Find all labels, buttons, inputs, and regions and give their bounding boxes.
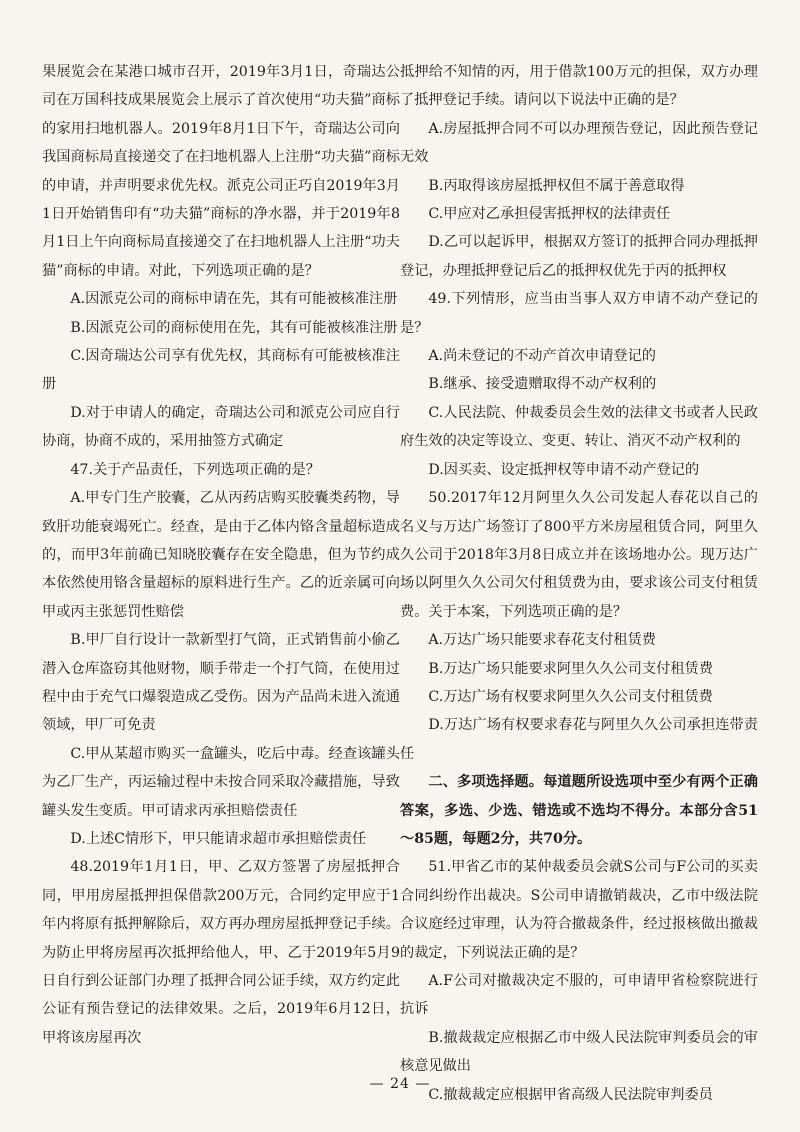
paragraph: 51.甲省乙市的某仲裁委员会就S公司与F公司的买卖合同纠纷作出裁决。S公司申请撤销裁决，乙市中级法院合议庭经过审理，认为符合撤裁条件，经过报核做出撤裁的裁定，下列说法正确的是？ (400, 859, 758, 961)
left-text-column (42, 58, 400, 1052)
paragraph: A.甲专门生产胶囊，乙从丙药店购买胶囊类药物，导致肝功能衰竭死亡。经查，是由于乙体内铬含量超标造成的，而甲3年前确已知晓胶囊存在安全隐患，但为节约成本依然使用铬含量超标的原料进行生产。乙的近亲属可向甲或丙主张惩罚性赔偿 (42, 490, 400, 620)
paragraph: 50.2017年12月阿里久久公司发起人春花以自己的名义与万达广场签订了800平方米房屋租赁合同，阿里久久公司于2018年3月8日成立并在该场地办公。现万达广场以阿里久久公司欠付租赁费为由，要求该公司支付租赁费。关于本案，下列选项正确的是？ (400, 490, 758, 620)
paragraph: B.甲厂自行设计一款新型打气筒，正式销售前小偷乙潜入仓库盗窃其他财物，顺手带走一个打气筒，在使用过程中由于充气口爆裂造成乙受伤。因为产品尚未进入流通领域，甲厂可免责 (42, 632, 400, 734)
paragraph: 抵押给不知情的丙，用于借款100万元的担保，双方办理了抵押登记手续。请问以下说法中正确的是？ (400, 64, 758, 109)
paragraph: D.万达广场有权要求春花与阿里久久公司承担连带责任 (400, 717, 758, 762)
paragraph: A.因派克公司的商标申请在先，其有可能被核准注册 (70, 291, 398, 308)
paragraph: A.尚未登记的不动产首次申请登记的 (428, 348, 656, 365)
page-number: — 24 — (369, 1076, 431, 1092)
paragraph: A.F公司对撤裁决定不服的，可申请甲省检察院进行抗诉 (400, 973, 758, 1018)
paragraph: 果展览会在某港口城市召开，2019年3月1日，奇瑞达公司在万国科技成果展览会上展示了首次使用“功夫猫”商标的家用扫地机器人。2019年8月1日下午，奇瑞达公司向我国商标局直接递交了在扫地机器人上注册“功夫猫”商标的申请，并声明要求优先权。派克公司正巧自2019年3月1日开始销售印有“功夫猫”商标的净水器，并于2019年8月1日上午向商标局直接递交了在扫地机器人上注册“功夫猫”商标的申请。对此，下列选项正确的是？ (42, 64, 400, 279)
paragraph: D.对于申请人的确定，奇瑞达公司和派克公司应自行协商，协商不成的，采用抽签方式确定 (42, 404, 400, 450)
paragraph: A.房屋抵押合同不可以办理预告登记，因此预告登记无效 (400, 120, 758, 166)
paragraph: C.甲从某超市购买一盒罐头，吃后中毒。经查该罐头为乙厂生产，丙运输过程中未按合同采取冷藏措施，导致罐头发生变质。甲可请求丙承担赔偿责任 (42, 745, 400, 819)
paragraph: 47.关于产品责任，下列选项正确的是？ (70, 461, 320, 478)
paragraph: D.因买卖、设定抵押权等申请不动产登记的 (428, 461, 700, 478)
section-heading: 二、多项选择题。每道题所设选项中至少有两个正确答案，多选、少选、错选或不选均不得分。本部分含51～85题，每题2分，共70分。 (400, 774, 758, 847)
paragraph: C.甲应对乙承担侵害抵押权的法律责任 (428, 206, 671, 223)
right-text-column (400, 58, 758, 1109)
paragraph: B.丙取得该房屋抵押权但不属于善意取得 (428, 177, 685, 194)
paragraph: B.万达广场只能要求阿里久久公司支付租赁费 (428, 660, 713, 677)
paragraph: C.撤裁裁定应根据甲省高级人民法院审判委员 (428, 1086, 713, 1103)
paragraph: C.人民法院、仲裁委员会生效的法律文书或者人民政府生效的决定等设立、变更、转让、消灭不动产权利的 (400, 404, 758, 450)
paragraph: B.继承、接受遗赠取得不动产权利的 (428, 376, 657, 393)
paragraph: B.撤裁裁定应根据乙市中级人民法院审判委员会的审核意见做出 (400, 1029, 758, 1075)
paragraph: 49.下列情形，应当由当事人双方申请不动产登记的是？ (400, 291, 758, 336)
paragraph: 48.2019年1月1日，甲、乙双方签署了房屋抵押合同，甲用房屋抵押担保借款200万元，合同约定甲应于1年内将原有抵押解除后，双方再办理房屋抵押登记手续。为防止甲将房屋再次抵押给他人，甲、乙于2019年5月9日自行到公证部门办理了抵押合同公证手续，双方约定此公证有预告登记的法律效果。之后，2019年6月12日，甲将该房屋再次 (42, 859, 400, 1046)
paragraph: C.因奇瑞达公司享有优先权，其商标有可能被核准注册 (42, 348, 400, 393)
paragraph: D.上述C情形下，甲只能请求超市承担赔偿责任 (70, 830, 367, 847)
paragraph: D.乙可以起诉甲，根据双方签订的抵押合同办理抵押登记，办理抵押登记后乙的抵押权优先于丙的抵押权 (400, 234, 758, 279)
paragraph: B.因派克公司的商标使用在先，其有可能被核准注册 (70, 319, 398, 336)
paragraph: A.万达广场只能要求春花支付租赁费 (428, 632, 656, 649)
paragraph: C.万达广场有权要求阿里久久公司支付租赁费 (428, 688, 713, 705)
